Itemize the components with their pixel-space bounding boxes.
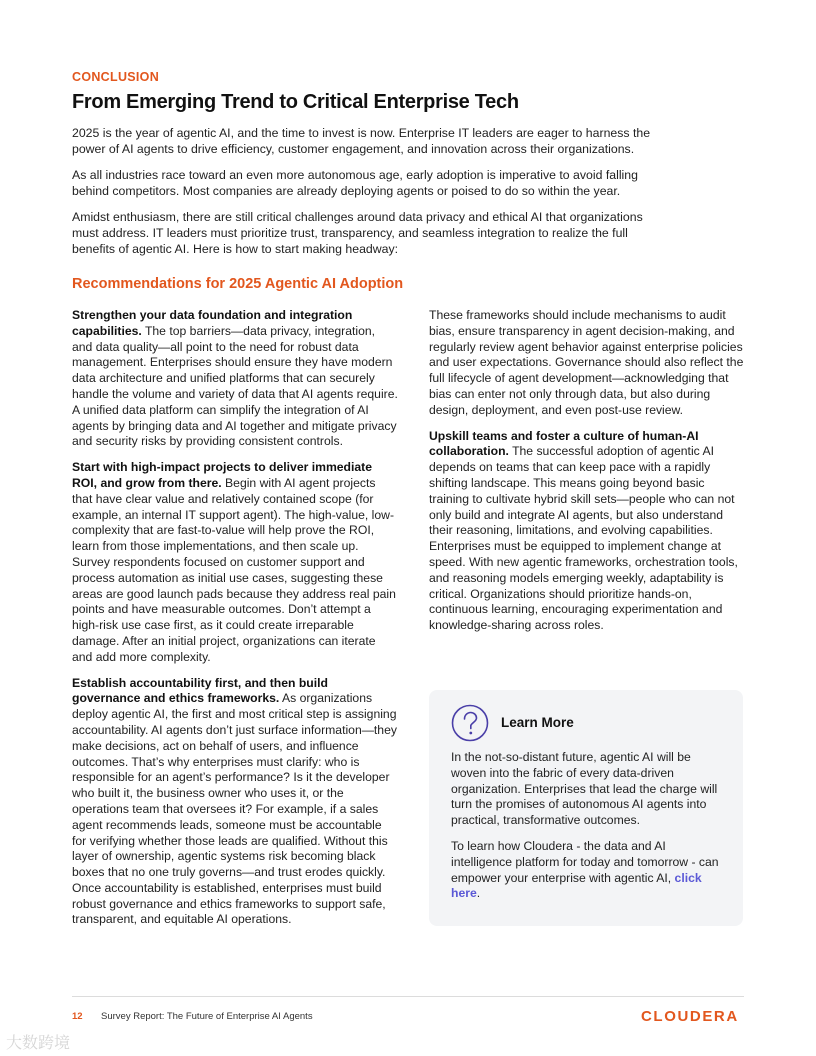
recommendation-upskill: [429, 429, 744, 634]
cloudera-logo: CLOUDERA: [641, 1008, 739, 1025]
watermark: 大数跨境: [6, 1035, 71, 1052]
learn-more-title: Learn More: [501, 715, 574, 730]
learn-more-body: [451, 750, 726, 912]
click-here-link[interactable]: click here: [451, 870, 702, 901]
recommendation-lead: Establish accountability first, and then build governance and ethics frameworks.: [72, 675, 328, 706]
recommendation-body: The successful adoption of agentic AI depends on teams that can keep pace with a rapidly shifting landscape. This means going beyond basic training to cultivate hybrid skill sets—people who can not only build and integrate AI agents, but also understand their reasoning, limitations, and evolving capabilities. Enterprises must be equipped to implement change at speed. With new agentic frameworks, orchestration tools, and reasoning models emerging weekly, adaptability is critical. Organizations should prioritize hands-on, continuous learning, encouraging experimentation and knowledge-sharing across roles.: [429, 444, 738, 633]
cta-period: .: [476, 886, 481, 901]
recommendation-body: As organizations deploy agentic AI, the first and most critical step is assigning accountability. AI agents don’t just surface information—they make decisions, act on behalf of users, and influence outcomes. That’s why enterprises must clarify: who is responsible for an agent’s performance? Is it the developer who built it, the business owner who uses it, or the operations team that oversees it? For example, if a sales agent recommends leads, someone must be accountable for verifying whether those leads are qualified. Without this layer of ownership, agentic systems risk becoming black boxes that no one truly governs—and trust erodes quickly. Once accountability is established, enterprises must build robust governance and ethics frameworks to support safe, transparent, and equitable AI operations.: [72, 691, 397, 927]
section-eyebrow: CONCLUSION: [72, 70, 160, 84]
question-mark-icon: [451, 704, 489, 742]
recommendations-heading: Recommendations for 2025 Agentic AI Adoption: [72, 276, 404, 292]
recommendation-body: Begin with AI agent projects that have clear value and relatively contained scope (for example, an internal IT support agent). The high-value, low-complexity that are fast-to-value will help prove the ROI, learn from those implementations, and then scale up. Survey respondents focused on customer support and process automation as initial use cases, suggesting these areas are good launch pads because they address real pain points and have measurable outcomes. Don’t attempt a high-risk use case first, as it could create irreparable damage. After an initial project, organizations can iterate and add more complexity.: [72, 475, 396, 664]
learn-more-box: [429, 690, 743, 926]
intro-paragraph: Amidst enthusiasm, there are still critical challenges around data privacy and ethical AI that organizations must address. IT leaders must prioritize trust, transparency, and seamless integration to realize the full benefits of agentic AI. Here is how to start making headway:: [72, 210, 643, 256]
governance-continuation: These frameworks should include mechanisms to audit bias, ensure transparency in agent decision-making, and regularly review agent behavior against enterprise policies and user expectations. Governance should also reflect the full lifecycle of agent development—acknowledging that bias can enter not only through data, but also during design, deployment, and even post-use review.: [429, 308, 744, 417]
page-number: 12: [72, 1011, 83, 1022]
right-column: [429, 308, 744, 644]
recommendation-lead: Start with high-impact projects to deliver immediate ROI, and grow from there.: [72, 460, 373, 490]
learn-more-paragraph: In the not-so-distant future, agentic AI will be woven into the fabric of every data-driven organization. Enterprises that lead the charge will turn the promises of autonomous AI agents into practical, transformative outcomes.: [451, 750, 718, 828]
recommendation-lead: Strengthen your data foundation and integration capabilities.: [72, 308, 353, 338]
recommendation-lead: Upskill teams and foster a culture of human-AI collaboration.: [429, 428, 699, 459]
recommendation-data-foundation: [72, 308, 398, 450]
learn-more-paragraph: [451, 839, 726, 902]
learn-more-cta-text: To learn how Cloudera - the data and AI intelligence platform for today and tomorrow - can empower your enterprise with agentic AI,: [451, 838, 719, 885]
page-title: From Emerging Trend to Critical Enterprise Tech: [72, 91, 519, 113]
recommendation-accountability: [72, 676, 398, 929]
recommendation-body: The top barriers—data privacy, integration, and data quality—all point to the need for robust data management. Enterprises should ensure they have modern data architecture and unified platforms that can securely handle the volume and variety of data that AI agents require. A unified data platform can simplify the integration of AI agents by bringing data and AI together and mitigate privacy and security risks by providing consistent controls.: [72, 323, 398, 449]
intro-section: [72, 125, 672, 267]
recommendation-high-impact: [72, 460, 398, 665]
intro-paragraph: As all industries race toward an even more autonomous age, early adoption is imperative to avoid falling behind competitors. Most companies are already deploying agents or poised to do so within the year.: [72, 168, 638, 198]
footer-report-title: Survey Report: The Future of Enterprise AI Agents: [101, 1011, 313, 1022]
footer-divider: [72, 996, 744, 997]
intro-paragraph: 2025 is the year of agentic AI, and the time to invest is now. Enterprise IT leaders are eager to harness the power of AI agents to drive efficiency, customer engagement, and innovation across their organizations.: [72, 126, 651, 156]
left-column: [72, 308, 398, 938]
